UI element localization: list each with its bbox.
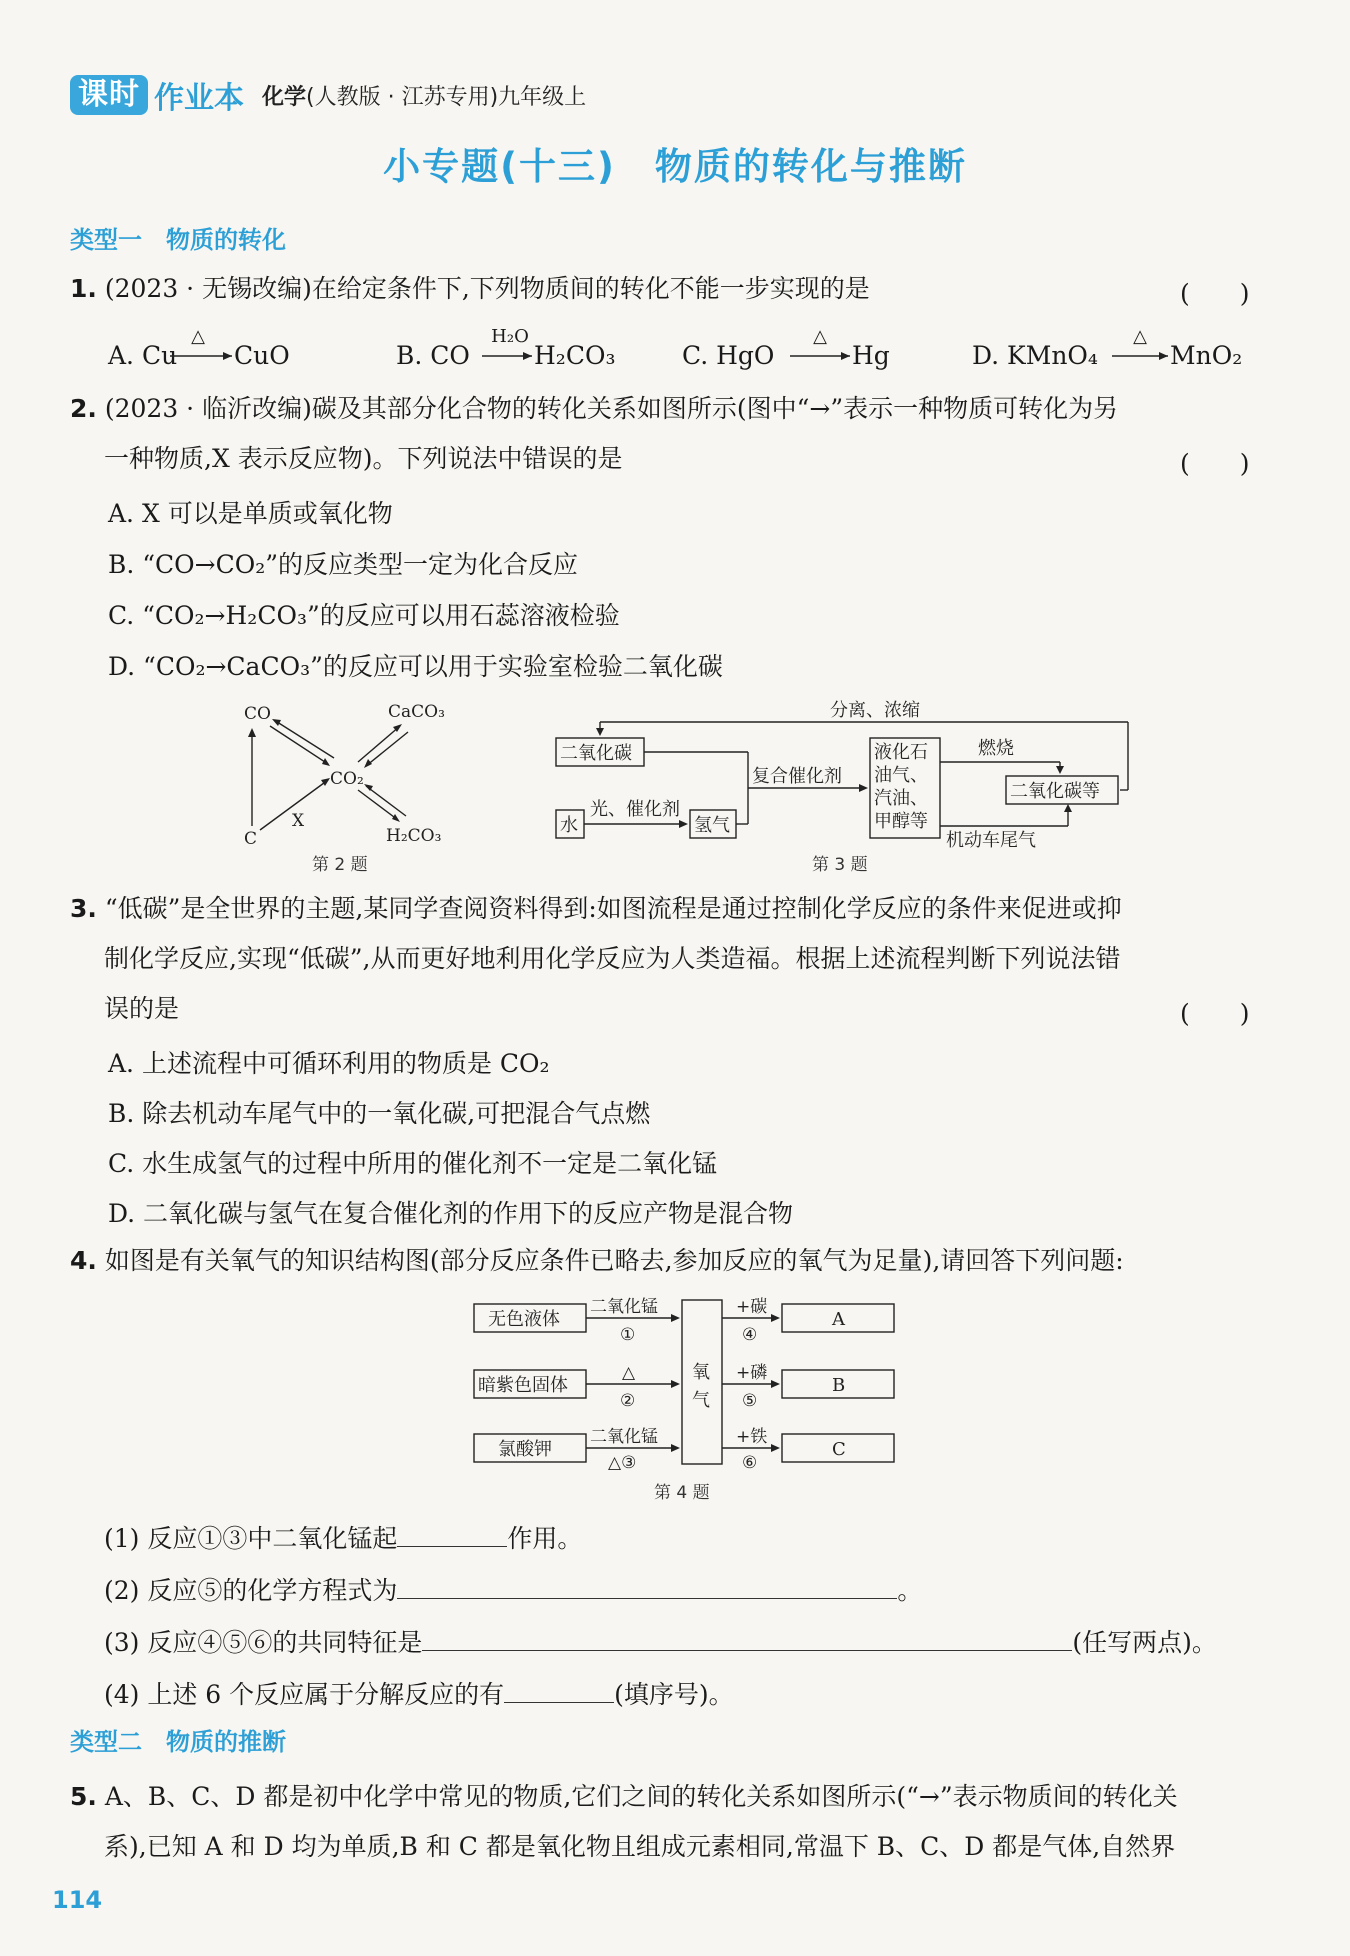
figure-3-caption: 第 3 题 [812,855,868,875]
fig4-num-4: ④ [742,1325,758,1345]
logo-text: 作业本 [154,81,244,116]
q1-option-b-reactant: B. CO [396,341,470,370]
fig4-num-6: ⑥ [742,1453,758,1470]
question-2-line2: 一种物质,X 表示反应物)。下列说法中错误的是 [104,444,623,473]
fig3-co2etc-box: 二氧化碳等 [1010,781,1100,802]
question-3-line3: 误的是 [104,994,180,1023]
q1-option-d-reactant: D. KMnO₄ [972,341,1098,370]
header [70,74,586,116]
fig3-products-3: 汽油、 [874,788,928,809]
q1-option-c-condition: △ [813,326,827,347]
q1-option-b-product: H₂CO₃ [534,341,616,370]
q1-option-d-product: MnO₂ [1170,341,1243,370]
section-heading-1: 类型一 物质的转化 [70,226,286,254]
q1-option-c-product: Hg [852,341,890,370]
question-5-line1: 5. A、B、C、D 都是初中化学中常见的物质,它们之间的转化关系如图所示(“→”表示物质间的转化关 [70,1782,1178,1811]
question-4: 4. 如图是有关氧气的知识结构图(部分反应条件已略去,参加反应的氧气为足量),请回答下列问题: [70,1246,1124,1275]
fig3-products-2: 油气、 [874,765,928,786]
fig2-x: X [292,811,305,831]
fig3-separate-label: 分离、浓缩 [830,700,920,721]
fig3-light-label: 光、催化剂 [590,799,680,820]
q3-option-a: A. 上述流程中可循环利用的物质是 CO₂ [108,1049,550,1078]
blank-2[interactable] [397,1574,897,1599]
fig4-num-2: ② [620,1391,636,1411]
fig4-colorless-liquid: 无色液体 [488,1309,560,1330]
page-title: 小专题(十三) 物质的转化与推断 [383,145,967,188]
logo: 课时 [70,75,148,115]
figure-4-diagram [468,1290,908,1470]
fig4-cond-1: 二氧化锰 [590,1297,658,1317]
fig3-burn-label: 燃烧 [978,738,1014,759]
figure-2-diagram [230,694,460,854]
q4-sub-3: (3) 反应④⑤⑥的共同特征是 (任写两点)。 [104,1628,1217,1657]
answer-paren-1: ( ) [1180,279,1250,308]
q4-sub-2: (2) 反应⑤的化学方程式为 。 [104,1576,923,1605]
q3-option-d: D. 二氧化碳与氢气在复合催化剂的作用下的反应产物是混合物 [108,1199,794,1228]
fig4-purple-solid: 暗紫色固体 [478,1375,568,1396]
blank-4[interactable] [504,1678,614,1703]
q2-option-d: D. “CO₂→CaCO₃”的反应可以用于实验室检验二氧化碳 [108,652,723,681]
question-3-line2: 制化学反应,实现“低碳”,从而更好地利用化学反应为人类造福。根据上述流程判断下列说法错 [104,944,1121,973]
page-number: 114 [52,1886,103,1914]
fig4-num-1: ① [620,1325,636,1345]
question-3-line1: 3. “低碳”是全世界的主题,某同学查阅资料得到:如图流程是通过控制化学反应的条件来促进或抑 [70,894,1122,923]
q4-sub-1: (1) 反应①③中二氧化锰起 作用。 [104,1524,583,1553]
fig4-result-c: C [832,1439,846,1460]
fig2-co2: CO₂ [330,769,364,789]
figure-2-caption: 第 2 题 [312,855,368,875]
answer-paren-3: ( ) [1180,999,1250,1028]
fig4-cond-3: 二氧化锰 [590,1427,658,1447]
figure-4-caption: 第 4 题 [654,1483,710,1503]
fig4-num-5: ⑤ [742,1391,758,1411]
figure-3-flowchart [548,694,1138,854]
fig4-react-phosphorus: +磷 [736,1363,768,1383]
fig4-oxygen-2: 气 [692,1390,710,1411]
fig2-caco3: CaCO₃ [388,702,445,722]
q1-option-b-condition: H₂O [491,326,529,347]
question-1: 1. (2023 · 无锡改编)在给定条件下,下列物质间的转化不能一步实现的是 [70,274,870,303]
fig4-num-3: △③ [608,1453,637,1470]
fig2-co: CO [244,704,271,724]
q2-option-b: B. “CO→CO₂”的反应类型一定为化合反应 [108,550,579,579]
fig4-react-carbon: +碳 [736,1297,768,1317]
q1-option-d-condition: △ [1133,326,1147,347]
fig4-result-b: B [832,1375,846,1396]
fig3-products-4: 甲醇等 [874,811,928,832]
fig4-potassium-chlorate: 氯酸钾 [498,1439,552,1460]
fig3-products-1: 液化石 [874,742,928,763]
blank-1[interactable] [397,1522,507,1547]
fig2-h2co3: H₂CO₃ [386,826,442,846]
question-5-line2: 系),已知 A 和 D 均为单质,B 和 C 都是氧化物且组成元素相同,常温下 B、C、D 都是气体,自然界 [104,1832,1176,1861]
q1-option-c-reactant: C. HgO [682,341,775,370]
fig3-co2-box: 二氧化碳 [560,743,632,764]
fig3-h2-box: 氢气 [694,815,730,836]
q1-option-a-reactant: A. Cu [108,341,178,370]
fig4-react-iron: +铁 [736,1427,768,1447]
fig3-catalyst-label: 复合催化剂 [752,766,842,787]
fig4-cond-2: △ [622,1363,636,1383]
fig4-result-a: A [832,1309,845,1330]
q2-option-a: A. X 可以是单质或氧化物 [108,499,393,528]
q1-option-a-product: CuO [234,341,290,370]
fig2-c: C [244,829,258,849]
q3-option-c: C. 水生成氢气的过程中所用的催化剂不一定是二氧化锰 [108,1149,718,1178]
q4-sub-4: (4) 上述 6 个反应属于分解反应的有 (填序号)。 [104,1680,734,1709]
q2-option-c: C. “CO₂→H₂CO₃”的反应可以用石蕊溶液检验 [108,601,620,630]
q1-option-a-condition: △ [191,326,205,347]
fig4-oxygen-1: 氧 [692,1362,710,1383]
answer-paren-2: ( ) [1180,449,1250,478]
fig3-water-box: 水 [560,815,578,836]
section-heading-2: 类型二 物质的推断 [70,1728,286,1756]
q3-option-b: B. 除去机动车尾气中的一氧化碳,可把混合气点燃 [108,1099,651,1128]
q1-options [100,318,1280,374]
blank-3[interactable] [422,1626,1072,1651]
header-subject: 化学(人教版 · 江苏专用)九年级上 [262,84,587,110]
fig3-exhaust-label: 机动车尾气 [946,830,1036,851]
question-2-line1: 2. (2023 · 临沂改编)碳及其部分化合物的转化关系如图所示(图中“→”表示一种物质可转化为另 [70,394,1119,423]
